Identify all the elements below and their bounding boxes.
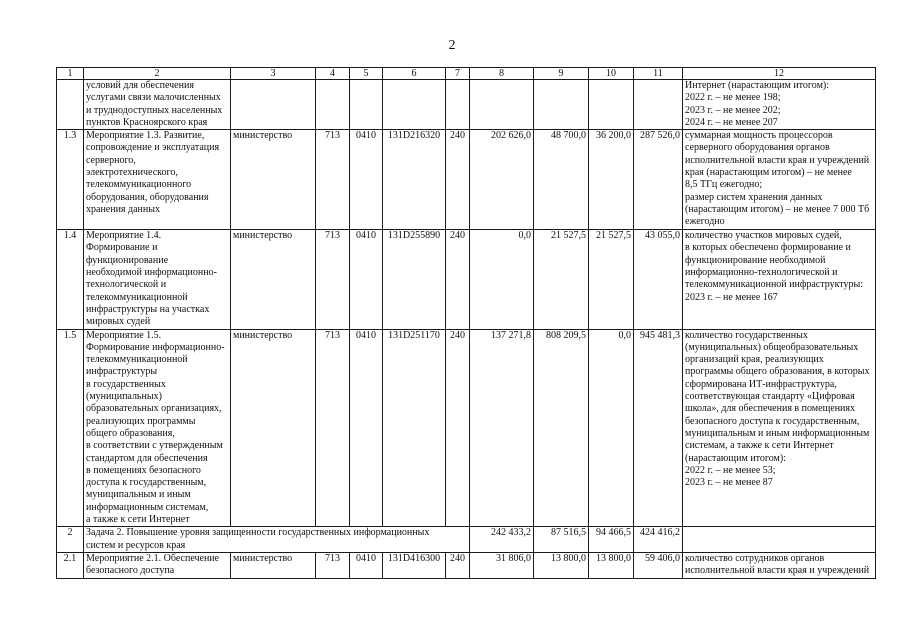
amount-2024: 13 800,0 bbox=[589, 552, 634, 578]
amount-2022 bbox=[470, 80, 534, 130]
measure-name: Мероприятие 1.3. Развитие, сопровождение и эксплуатация серверного, электротехнического, телекоммуникационного оборудования, оборудования хранения данных bbox=[84, 130, 231, 230]
amount-total: 287 526,0 bbox=[634, 130, 683, 230]
program-table bbox=[56, 67, 876, 579]
amount-total: 424 416,2 bbox=[634, 527, 683, 553]
amount-2022: 137 271,8 bbox=[470, 329, 534, 527]
code-section bbox=[350, 80, 383, 130]
code-expense-type: 240 bbox=[446, 329, 470, 527]
col-header: 12 bbox=[683, 68, 876, 80]
col-header: 2 bbox=[84, 68, 231, 80]
row-number: 2 bbox=[57, 527, 84, 553]
code-section: 0410 bbox=[350, 130, 383, 230]
task-title: Задача 2. Повышение уровня защищенности государственных информационных систем и ресурсов края bbox=[84, 527, 470, 553]
executor: министерство bbox=[231, 130, 316, 230]
executor: министерство bbox=[231, 552, 316, 578]
column-number-row bbox=[57, 68, 876, 80]
code-grbs: 713 bbox=[316, 130, 350, 230]
amount-2024: 94 466,5 bbox=[589, 527, 634, 553]
amount-2022: 202 626,0 bbox=[470, 130, 534, 230]
col-header: 11 bbox=[634, 68, 683, 80]
code-expense-type: 240 bbox=[446, 230, 470, 329]
amount-2023 bbox=[534, 80, 589, 130]
amount-2023: 48 700,0 bbox=[534, 130, 589, 230]
amount-2023: 87 516,5 bbox=[534, 527, 589, 553]
code-section: 0410 bbox=[350, 329, 383, 527]
amount-2023: 808 209,5 bbox=[534, 329, 589, 527]
measure-name: условий для обеспечения услугами связи малочисленных и труднодоступных населенных пунктов Красноярского края bbox=[84, 80, 231, 130]
row-number bbox=[57, 80, 84, 130]
amount-total: 43 055,0 bbox=[634, 230, 683, 329]
expected-result: суммарная мощность процессоров серверного оборудования органов исполнительной власти края и учреждений края (нарастающим итогом) – не менее 8,5 ТГц ежегодно; размер систем хранения данных (нарастающим итогом) – не менее 7 000 Тб ежегодно bbox=[683, 130, 876, 230]
amount-2023: 21 527,5 bbox=[534, 230, 589, 329]
executor: министерство bbox=[231, 230, 316, 329]
row-number: 2.1 bbox=[57, 552, 84, 578]
expected-result: количество сотрудников органов исполнительной власти края и учреждений bbox=[683, 552, 876, 578]
code-target: 131D216320 bbox=[383, 130, 446, 230]
code-grbs: 713 bbox=[316, 552, 350, 578]
col-header: 9 bbox=[534, 68, 589, 80]
amount-total: 59 406,0 bbox=[634, 552, 683, 578]
col-header: 8 bbox=[470, 68, 534, 80]
code-expense-type: 240 bbox=[446, 130, 470, 230]
code-expense-type: 240 bbox=[446, 552, 470, 578]
code-section: 0410 bbox=[350, 552, 383, 578]
row-number: 1.3 bbox=[57, 130, 84, 230]
code-section: 0410 bbox=[350, 230, 383, 329]
table-row bbox=[57, 130, 876, 230]
amount-2024: 0,0 bbox=[589, 329, 634, 527]
code-grbs: 713 bbox=[316, 230, 350, 329]
code-expense-type bbox=[446, 80, 470, 130]
executor bbox=[231, 80, 316, 130]
measure-name: Мероприятие 1.5. Формирование информационно- телекоммуникационной инфраструктуры в государственных (муниципальных) образовательных организациях, реализующих программы общего образования, в соответствии с утвержденным стандартом для обеспечения в помещениях безопасного доступа к государственным, муниципальным и иным информационным системам, а также к сети Интернет bbox=[84, 329, 231, 527]
amount-2024: 36 200,0 bbox=[589, 130, 634, 230]
task-row bbox=[57, 527, 876, 553]
amount-total: 945 481,3 bbox=[634, 329, 683, 527]
amount-2024 bbox=[589, 80, 634, 130]
col-header: 7 bbox=[446, 68, 470, 80]
expected-result: количество участков мировых судей, в которых обеспечено формирование и функционирование необходимой информационно-технологической и телекоммуникационной инфраструктуры: 2023 г. – не менее 167 bbox=[683, 230, 876, 329]
amount-2023: 13 800,0 bbox=[534, 552, 589, 578]
table-row bbox=[57, 80, 876, 130]
code-target: 131D416300 bbox=[383, 552, 446, 578]
amount-total bbox=[634, 80, 683, 130]
col-header: 3 bbox=[231, 68, 316, 80]
col-header: 5 bbox=[350, 68, 383, 80]
col-header: 4 bbox=[316, 68, 350, 80]
amount-2024: 21 527,5 bbox=[589, 230, 634, 329]
code-target: 131D255890 bbox=[383, 230, 446, 329]
row-number: 1.5 bbox=[57, 329, 84, 527]
col-header: 10 bbox=[589, 68, 634, 80]
expected-result bbox=[683, 527, 876, 553]
executor: министерство bbox=[231, 329, 316, 527]
amount-2022: 0,0 bbox=[470, 230, 534, 329]
code-grbs bbox=[316, 80, 350, 130]
table-row bbox=[57, 552, 876, 578]
code-target: 131D251170 bbox=[383, 329, 446, 527]
page-number: 2 bbox=[448, 38, 456, 53]
amount-2022: 31 806,0 bbox=[470, 552, 534, 578]
row-number: 1.4 bbox=[57, 230, 84, 329]
expected-result: Интернет (нарастающим итогом): 2022 г. – не менее 198; 2023 г. – не менее 202; 2024 г. – не менее 207 bbox=[683, 80, 876, 130]
measure-name: Мероприятие 2.1. Обеспечение безопасного доступа bbox=[84, 552, 231, 578]
table-row bbox=[57, 329, 876, 527]
code-grbs: 713 bbox=[316, 329, 350, 527]
table-row bbox=[57, 230, 876, 329]
amount-2022: 242 433,2 bbox=[470, 527, 534, 553]
expected-result: количество государственных (муниципальных) общеобразовательных организаций края, реализующих программы общего образования, в которых сформирована ИТ-инфраструктура, соответствующая стандарту «Цифровая школа», для обеспечения в помещениях безопасного доступа к государственным, муниципальным и иным информационным системам, а также к сети Интернет (нарастающим итогом): 2022 г. – не менее 53; 2023 г. – не менее 87 bbox=[683, 329, 876, 527]
col-header: 1 bbox=[57, 68, 84, 80]
col-header: 6 bbox=[383, 68, 446, 80]
measure-name: Мероприятие 1.4. Формирование и функционирование необходимой информационно- технологической и телекоммуникационной инфраструктуры на участках мировых судей bbox=[84, 230, 231, 329]
code-target bbox=[383, 80, 446, 130]
